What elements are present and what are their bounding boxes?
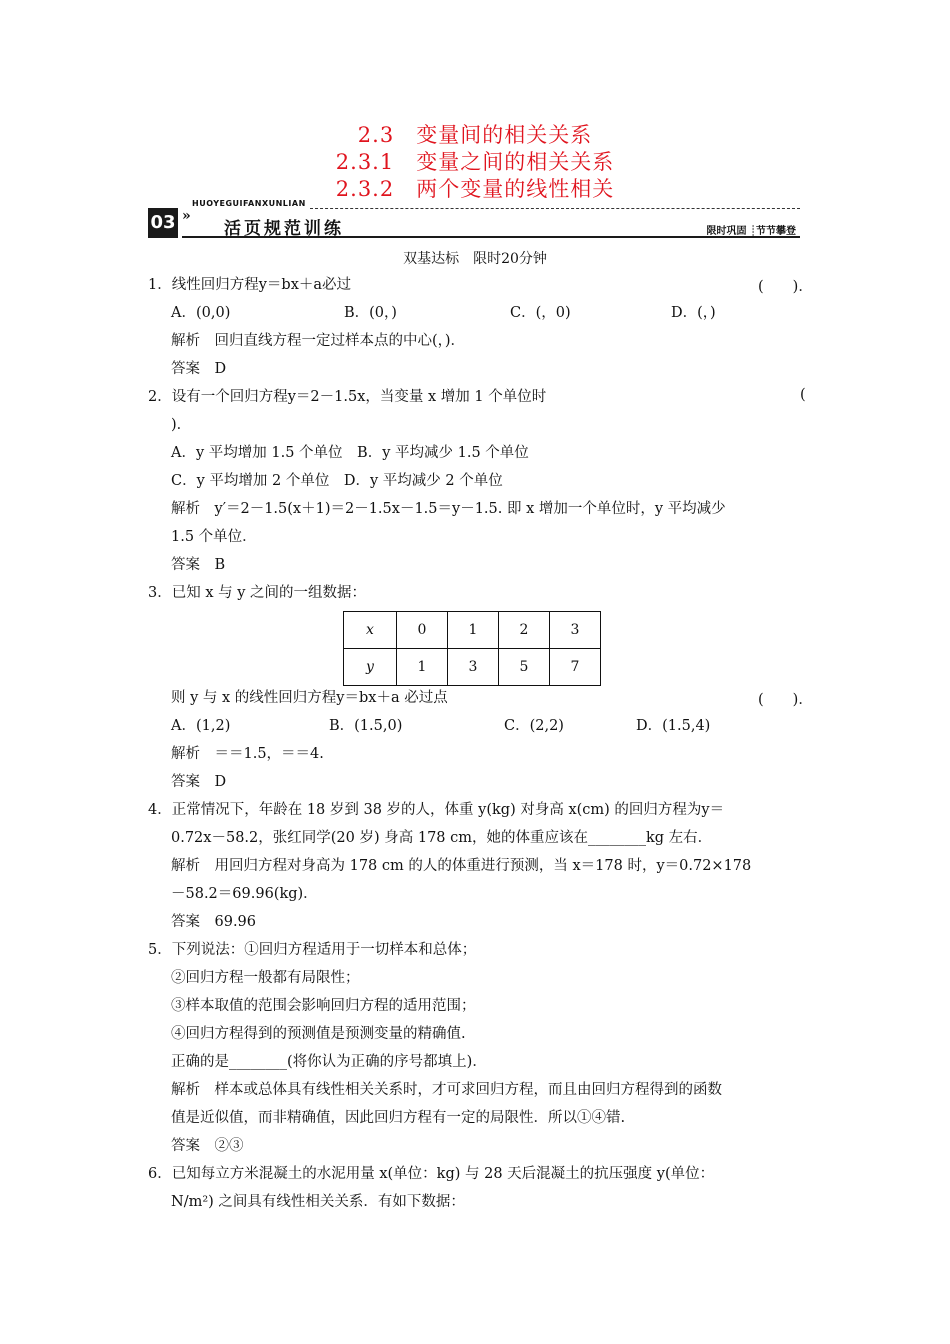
p1-option-b: B．(0，) (344, 305, 397, 321)
banner-rule (182, 236, 800, 238)
banner-dashed-line (310, 208, 800, 209)
table-cell: 3 (448, 649, 499, 686)
p3-answer: 答案 D (171, 774, 227, 790)
table-cell: 1 (448, 612, 499, 649)
p5-analysis-1: 解析 样本或总体具有线性相关关系时，才可求回归方程，而且由回归方程得到的函数 (171, 1082, 722, 1098)
p2-paren-open: ( (800, 387, 806, 403)
table-cell: 1 (397, 649, 448, 686)
table-cell: 7 (550, 649, 601, 686)
p1-paren: ( )． (758, 279, 813, 295)
p5-item-2: ②回归方程一般都有局限性； (171, 970, 360, 986)
table-cell: x (344, 612, 397, 649)
table-cell: 3 (550, 612, 601, 649)
p3-analysis: 解析 ＝＝1.5，＝＝4. (171, 746, 324, 762)
p4-analysis-1: 解析 用回归方程对身高为 178 cm 的人的体重进行预测，当 x＝178 时，y＝0.72×178 (171, 858, 752, 874)
title-block (0, 122, 950, 203)
p2-options-cd: C．y 平均增加 2 个单位 D．y 平均减少 2 个单位 (171, 473, 503, 489)
banner-pinyin: HUOYEGUIFANXUNLIAN (192, 199, 306, 208)
p5-item-4: ④回归方程得到的预测值是预测变量的精确值. (171, 1026, 466, 1042)
p3-option-a: A．(1,2) (171, 718, 231, 734)
p3-option-b: B．(1.5,0) (329, 718, 403, 734)
p3-option-c: C．(2,2) (504, 718, 564, 734)
table-row (344, 649, 601, 686)
p3-stem: 3．已知 x 与 y 之间的一组数据： (148, 585, 367, 601)
p2-analysis-2: 1.5 个单位． (171, 529, 257, 545)
p3-question: 则 y 与 x 的线性回归方程y＝bx＋a 必过点 (171, 690, 448, 706)
p2-stem: 2．设有一个回归方程y＝2－1.5x，当变量 x 增加 1 个单位时 (148, 389, 547, 405)
p6-stem-1: 6．已知每立方米混凝土的水泥用量 x(单位：kg) 与 28 天后混凝土的抗压强度 y(单位： (148, 1166, 715, 1182)
p3-paren: ( )． (758, 692, 813, 708)
p5-answer: 答案 ②③ (171, 1138, 244, 1154)
p5-question: 正确的是________(将你认为正确的序号都填上)． (171, 1054, 487, 1070)
p5-analysis-2: 值是近似值，而非精确值，因此回归方程有一定的局限性．所以①④错. (171, 1110, 626, 1126)
p3-data-table (343, 611, 601, 686)
p2-answer: 答案 B (171, 557, 226, 573)
p2-analysis-1: 解析 y′＝2－1.5(x＋1)＝2－1.5x－1.5＝y－1.5. 即 x 增加一个单位时，y 平均减少 (171, 501, 726, 517)
section-name: 活页规范训练 (224, 219, 344, 239)
table-cell: 0 (397, 612, 448, 649)
p1-stem: 1．线性回归方程y＝bx＋a必过 (148, 277, 352, 293)
double-chevron-icon: » (182, 208, 191, 224)
banner-tag: 限时巩固 ┊节节攀登 (706, 226, 796, 237)
table-cell: 5 (499, 649, 550, 686)
p6-stem-2: N/m²) 之间具有线性相关关系．有如下数据： (171, 1194, 465, 1210)
p1-answer: 答案 D (171, 361, 227, 377)
p4-answer: 答案 69.96 (171, 914, 257, 930)
p5-stem: 5．下列说法：①回归方程适用于一切样本和总体； (148, 942, 477, 958)
p1-option-c: C．(，0) (510, 305, 571, 321)
p2-paren-close: )． (171, 417, 192, 433)
p1-option-d: D．(，) (671, 305, 716, 321)
table-row (344, 612, 601, 649)
p5-item-3: ③样本取值的范围会影响回归方程的适用范围； (171, 998, 476, 1014)
title-2-3-2: 2.3.2 两个变量的线性相关 (335, 177, 615, 201)
p2-options-ab: A．y 平均增加 1.5 个单位 B．y 平均减少 1.5 个单位 (171, 445, 529, 461)
table-cell: y (344, 649, 397, 686)
p4-analysis-2: －58.2＝69.96(kg)． (171, 886, 318, 902)
title-2-3-1: 2.3.1 变量之间的相关关系 (335, 150, 615, 174)
table-cell: 2 (499, 612, 550, 649)
section-banner (148, 198, 800, 244)
p1-analysis: 解析 回归直线方程一定过样本点的中心(，)． (171, 333, 466, 349)
title-2-3: 2.3 变量间的相关关系 (357, 123, 593, 147)
section-number-badge: 03 (148, 208, 178, 238)
p1-option-a: A．(0,0) (171, 305, 231, 321)
subtitle: 双基达标 限时20分钟 (403, 251, 547, 267)
p3-option-d: D．(1.5,4) (636, 718, 711, 734)
p4-stem-2: 0.72x－58.2，张红同学(20 岁) 身高 178 cm，她的体重应该在________kg 左右． (171, 830, 713, 846)
p4-stem-1: 4．正常情况下，年龄在 18 岁到 38 岁的人，体重 y(kg) 对身高 x(cm) 的回归方程为y＝ (148, 802, 725, 818)
